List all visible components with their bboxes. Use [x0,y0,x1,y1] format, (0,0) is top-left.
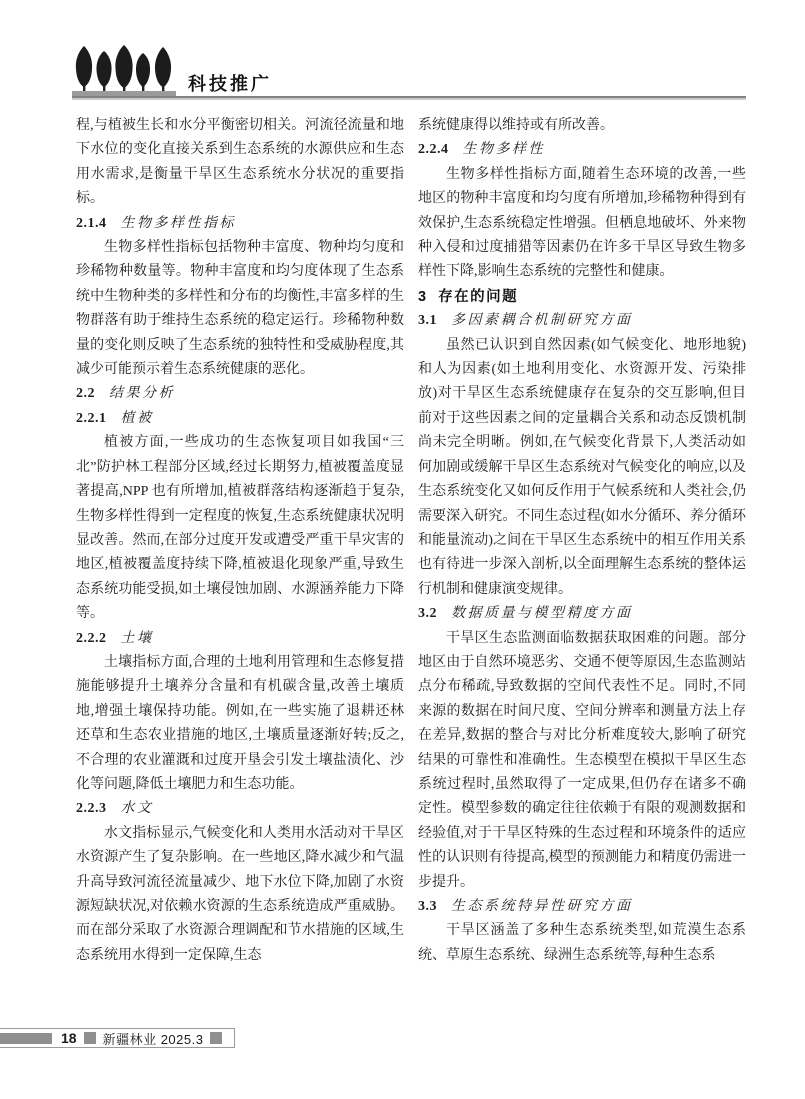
heading-text: 数据质量与模型精度方面 [451,606,633,622]
paragraph-continuation: 程,与植被生长和水分平衡密切相关。河流径流量和地下水位的变化直接关系到生态系统的水源供应和生态用水需求,是衡量干旱区生态系统水分状况的重要指标。 [76,118,404,207]
article-body [76,114,746,968]
heading-text: 生物多样性指标 [120,215,236,231]
heading-number: 2.1.4 [76,215,107,231]
subsection-heading [418,138,746,162]
heading-text: 土壤 [120,630,154,646]
paragraph: 土壤指标方面,合理的土地利用管理和生态修复措施能够提升土壤养分含量和有机碳含量,改善土壤质地,增强土壤保持功能。例如,在一些实施了退耕还林还草和生态农业措施的地区,土壤质量逐渐好转;反之,不合理的农业灌溉和过度开垦会引发土壤盐渍化、沙化等问题,降低土壤肥力和生态功能。 [76,654,404,792]
heading-number: 2.2.4 [418,142,449,158]
heading-number: 2.2.1 [76,410,107,426]
heading-text: 生态系统特异性研究方面 [451,899,633,914]
left-column [76,114,404,968]
heading-number: 3 [418,288,427,305]
footer-bar [0,1033,52,1044]
journal-issue: 新疆林业 2025.3 [102,1031,204,1047]
column-section-label: 科技推广 [188,74,272,94]
heading-text: 生物多样性 [462,142,545,158]
heading-number: 2.2 [76,386,95,402]
heading-number: 2.2.2 [76,630,107,646]
paragraph: 干旱区生态监测面临数据获取困难的问题。部分地区由于自然环境恶劣、交通不便等原因,生态监测站点分布稀疏,导致数据的空间代表性不足。同时,不同来源的数据在时间尺度、空间分辨率和测量方法上存在差异,数据的整合与对比分析难度较大,影响了研究结果的可靠性和准确性。生态模型在模拟干旱区生态系统过程时,虽然取得了一定成果,但仍存在诸多不确定性。模型参数的确定往往依赖于有限的观测数据和经验值,对于干旱区特殊的生态过程和环境条件的适应性的认识则有待提高,模型的预测能力和精度仍需进一步提升。 [418,630,746,890]
paragraph: 生物多样性指标方面,随着生态环境的改善,一些地区的物种丰富度和均匀度有所增加,珍稀物种得到有效保护,生态系统稳定性增强。但栖息地破坏、外来物种入侵和过度捕猎等因素仍在许多干旱区导致生物多样性下降,影响生态系统的完整性和健康。 [418,166,746,280]
subsection-heading [418,309,746,333]
subsection-heading [418,602,746,626]
paragraph: 水文指标显示,气候变化和人类用水活动对干旱区水资源产生了复杂影响。在一些地区,降水减少和气温升高导致河流径流量减少、地下水位下降,加剧了水资源短缺状况,对依赖水资源的生态系统造成严重威胁。而在部分采取了水资源合理调配和节水措施的区域,生态系统用水得到一定保障,生态 [76,825,404,963]
paragraph: 虽然已认识到自然因素(如气候变化、地形地貌)和人为因素(如土地利用变化、水资源开发、污染排放)对干旱区生态系统健康存在复杂的交互影响,但目前对于这些因素之间的定量耦合关系和动态反馈机制尚未完全明晰。例如,在气候变化背景下,人类活动如何加剧或缓解干旱区生态系统对气候变化的响应,以及生态系统变化又如何反作用于气候系统和人类社会,仍需要深入研究。不同生态过程(如水分循环、养分循环和能量流动)之间在干旱区生态系统中的相互作用关系也有待进一步深入剖析,以全面理解生态系统的整体运行机制和健康演变规律。 [418,337,746,597]
footer-frame [0,1028,235,1048]
trees-logo-icon [72,44,176,100]
heading-number: 3.1 [418,313,437,329]
subsection-heading [76,212,404,236]
subsection-heading [76,407,404,431]
footer-square-icon [210,1032,222,1044]
heading-number: 3.3 [418,899,437,914]
page-footer [0,1028,235,1048]
heading-text: 存在的问题 [438,288,519,305]
heading-number: 3.2 [418,606,437,622]
section-heading [418,285,746,309]
paragraph: 生物多样性指标包括物种丰富度、物种均匀度和珍稀物种数量等。物种丰富度和均匀度体现了生态系统中生物种类的多样性和分布的均衡性,丰富多样的生物群落有助于维持生态系统的稳定运行。珍稀物种数量的变化则反映了生态系统的独特性和受威胁程度,其减少可能预示着生态系统健康的恶化。 [76,240,404,378]
heading-number: 2.2.3 [76,801,107,817]
subsection-heading [76,382,404,406]
heading-text: 结果分析 [109,386,175,402]
right-column [418,114,746,968]
heading-text: 水文 [120,801,154,817]
heading-text: 植被 [120,410,154,426]
paragraph-continuation: 系统健康得以维持或有所改善。 [418,118,614,133]
paragraph: 干旱区涵盖了多种生态系统类型,如荒漠生态系统、草原生态系统、绿洲生态系统等,每种生态系 [418,923,746,963]
header-divider [72,96,746,100]
heading-text: 多因素耦合机制研究方面 [451,313,633,329]
subsection-heading [76,627,404,651]
subsection-heading [418,895,746,919]
paragraph: 植被方面,一些成功的生态恢复项目如我国“三北”防护林工程部分区域,经过长期努力,植被覆盖度显著提高,NPP 也有所增加,植被群落结构逐渐趋于复杂,生物多样性得到一定程度的恢复,生态系统健康状况明显改善。然而,在部分过度开发或遭受严重干旱灾害的地区,植被覆盖度持续下降,植被退化现象严重,导致生态系统功能受损,如土壤侵蚀加剧、水源涵养能力下降等。 [76,435,404,622]
subsection-heading [76,797,404,821]
footer-square-icon [84,1032,96,1044]
page-number: 18 [61,1030,77,1046]
